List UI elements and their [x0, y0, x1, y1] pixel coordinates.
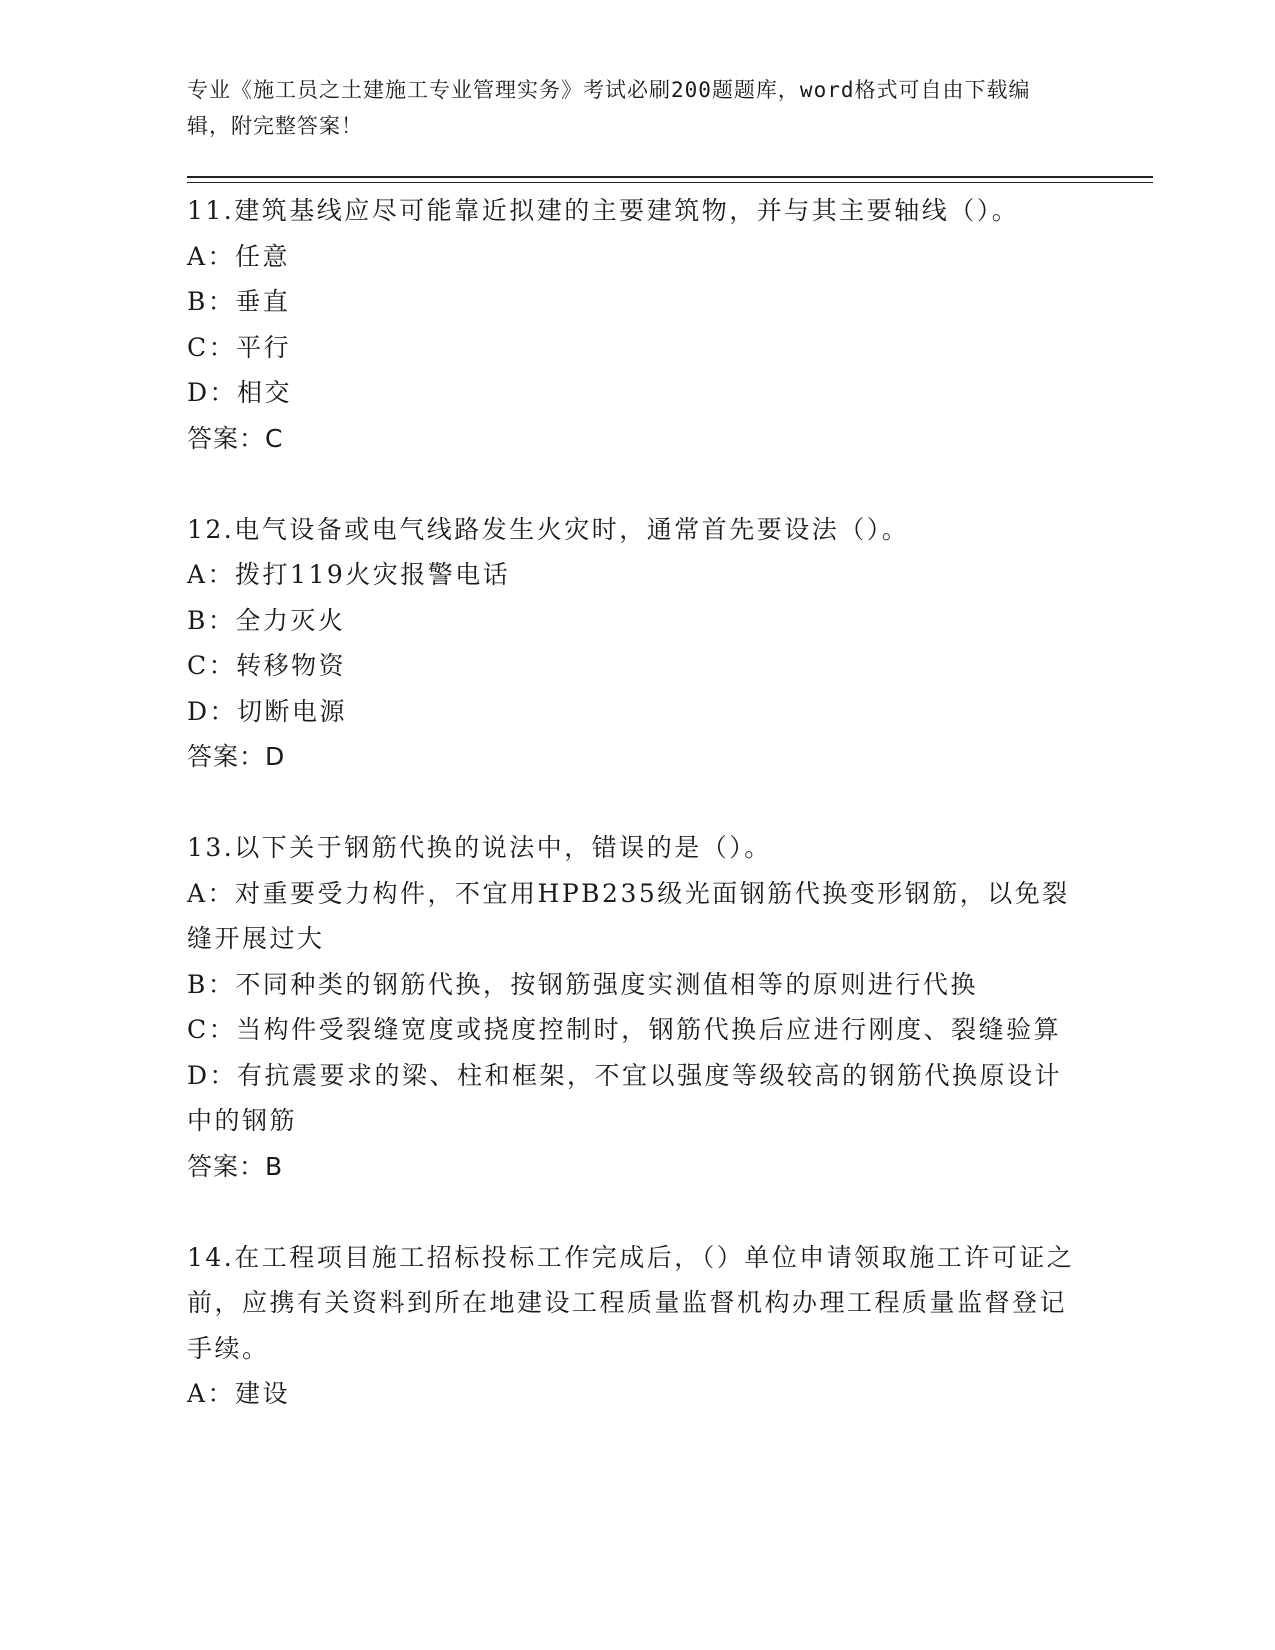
question-stem: 14.在工程项目施工招标投标工作完成后，（）单位申请领取施工许可证之前，应携有关资料到所在地建设工程质量监督机构办理工程质量监督登记手续。 — [187, 1242, 1075, 1363]
option-a: A：拨打119火灾报警电话 — [187, 560, 511, 589]
question-spacer — [187, 1189, 1077, 1235]
question-spacer — [187, 780, 1077, 826]
header-divider-thin — [187, 182, 1153, 183]
option-a: A：任意 — [187, 241, 291, 271]
question-stem: 11.建筑基线应尽可能靠近拟建的主要建筑物，并与其主要轴线（）。 — [187, 196, 1020, 225]
option-d: D：相交 — [187, 378, 293, 407]
question-stem: 13.以下关于钢筋代换的说法中，错误的是（）。 — [187, 833, 772, 862]
header-divider-thick — [187, 176, 1153, 178]
option-c: C：转移物资 — [187, 651, 347, 680]
option-d: D：有抗震要求的梁、柱和框架，不宜以强度等级较高的钢筋代换原设计中的钢筋 — [187, 1060, 1063, 1135]
question-11 — [187, 188, 1077, 461]
answer-line: 答案：B — [187, 1151, 284, 1181]
answer-line: 答案：C — [187, 423, 284, 453]
document-header: 专业《施工员之土建施工专业管理实务》考试必刷200题题库，word格式可自由下载编辑，附完整答案！ — [187, 78, 1031, 138]
option-a: A：对重要受力构件，不宜用HPB235级光面钢筋代换变形钢筋，以免裂缝开展过大 — [187, 878, 1070, 953]
answer-line: 答案：D — [187, 742, 286, 771]
option-c: C：平行 — [187, 332, 292, 362]
question-spacer — [187, 461, 1077, 507]
option-d: D：切断电源 — [187, 696, 348, 726]
question-list — [187, 188, 1077, 1417]
question-14 — [187, 1235, 1077, 1417]
option-c: C：当构件受裂缝宽度或挠度控制时，钢筋代换后应进行刚度、裂缝验算 — [187, 1015, 1062, 1044]
option-b: B：全力灭火 — [187, 605, 346, 635]
question-13 — [187, 825, 1077, 1189]
option-b: B：垂直 — [187, 287, 291, 316]
question-stem: 12.电气设备或电气线路发生火灾时，通常首先要设法（）。 — [187, 514, 910, 544]
option-b: B：不同种类的钢筋代换，按钢筋强度实测值相等的原则进行代换 — [187, 969, 978, 999]
option-a: A：建设 — [187, 1379, 291, 1408]
question-12 — [187, 507, 1077, 780]
